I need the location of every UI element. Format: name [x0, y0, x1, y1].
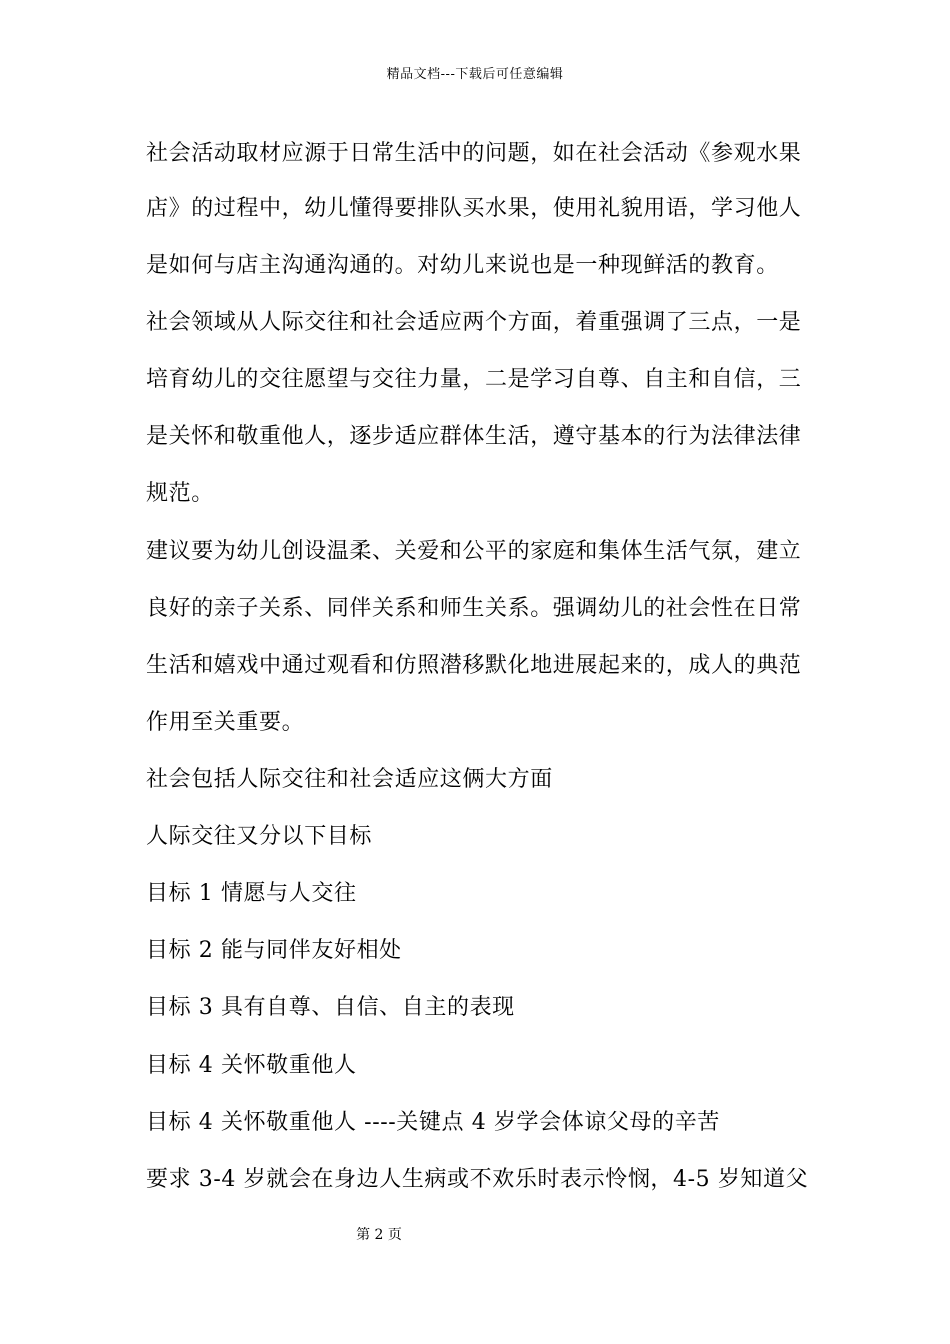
paragraph-line: 建议要为幼儿创设温柔、关爱和公平的家庭和集体生活气氛，建立 — [146, 539, 802, 564]
paragraph-line: 社会包括人际交往和社会适应这俩大方面 — [146, 767, 553, 792]
page-number: 第 2 页 — [356, 1227, 402, 1243]
paragraph-line: 作用至关重要。 — [146, 710, 305, 735]
paragraph-line: 是关怀和敬重他人，逐步适应群体生活，遵守基本的行为法律法律 — [146, 424, 802, 449]
goal-line: 目标 2 能与同伴友好相处 — [146, 938, 402, 963]
paragraph-line: 人际交往又分以下目标 — [146, 824, 373, 849]
goal-line: 目标 4 关怀敬重他人 ----关键点 4 岁学会体谅父母的辛苦 — [146, 1110, 720, 1135]
goal-line: 目标 3 具有自尊、自信、自主的表现 — [146, 995, 515, 1020]
paragraph-line: 规范。 — [146, 481, 214, 506]
page-header: 精品文档---下载后可任意编辑 — [386, 67, 564, 82]
paragraph-line: 良好的亲子关系、同伴关系和师生关系。强调幼儿的社会性在日常 — [146, 596, 802, 621]
paragraph-line: 是如何与店主沟通沟通的。对幼儿来说也是一种现鲜活的教育。 — [146, 253, 779, 278]
goal-line: 目标 4 关怀敬重他人 — [146, 1053, 357, 1078]
paragraph-line: 社会活动取材应源于日常生活中的问题，如在社会活动《参观水果 — [146, 141, 802, 166]
goal-line: 目标 1 情愿与人交往 — [146, 881, 357, 906]
paragraph-line: 培育幼儿的交往愿望与交往力量，二是学习自尊、自主和自信，三 — [146, 367, 802, 392]
paragraph-line: 要求 3-4 岁就会在身边人生病或不欢乐时表示怜悯，4-5 岁知道父 — [146, 1167, 809, 1192]
paragraph-line: 生活和嬉戏中通过观看和仿照潜移默化地进展起来的，成人的典范 — [146, 653, 802, 678]
paragraph-line: 店》的过程中，幼儿懂得要排队买水果，使用礼貌用语，学习他人 — [146, 196, 802, 221]
paragraph-line: 社会领域从人际交往和社会适应两个方面，着重强调了三点，一是 — [146, 310, 802, 335]
